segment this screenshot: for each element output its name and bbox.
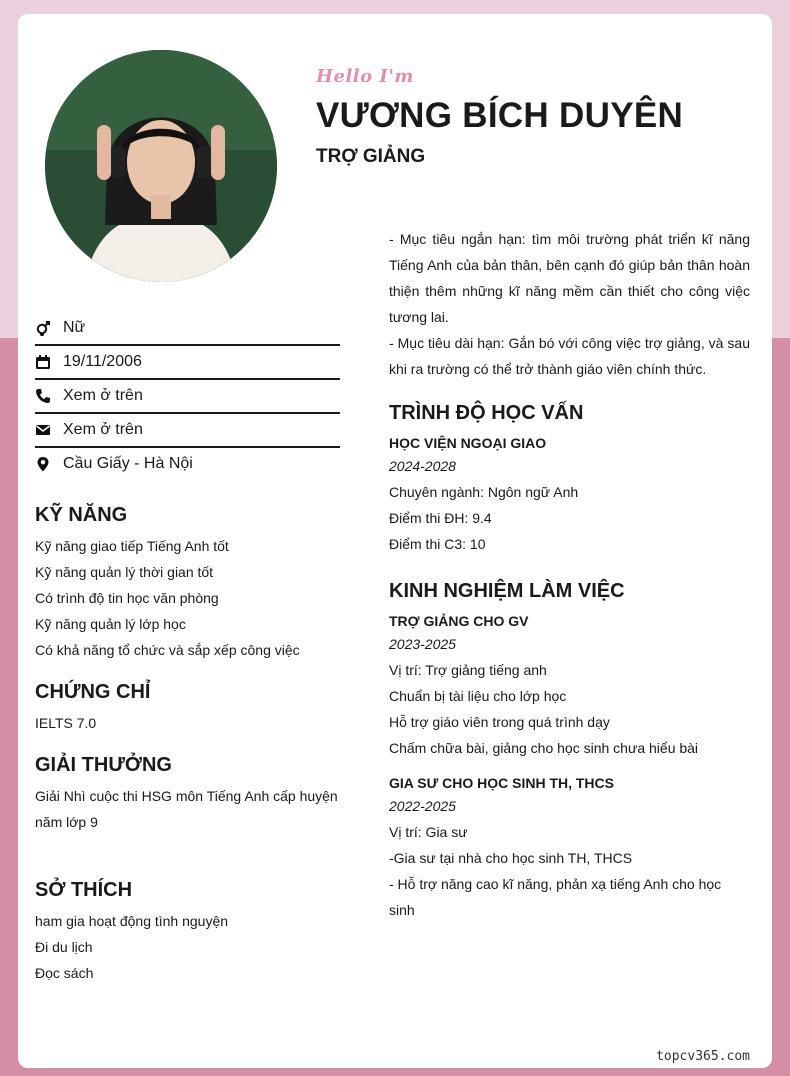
education-title: TRÌNH ĐỘ HỌC VẤN <box>389 402 584 424</box>
skill-item: Có trình độ tin học văn phòng <box>35 590 219 606</box>
job-line: -Gia sư tại nhà cho học sinh TH, THCS <box>389 850 633 866</box>
job-line: Vị trí: Gia sư <box>389 824 468 840</box>
education-line: Điểm thi C3: 10 <box>389 536 486 552</box>
career-objective <box>389 226 750 382</box>
greeting-text: Hello I'm <box>316 66 414 87</box>
education-line: Điểm thi ĐH: 9.4 <box>389 510 492 526</box>
award-item: Giải Nhì cuộc thi HSG môn Tiếng Anh cấp huyện năm lớp 9 <box>35 788 338 830</box>
skills-section <box>35 504 340 663</box>
contact-gender-text: Nữ <box>63 319 86 336</box>
contact-email-text: Xem ở trên <box>63 421 143 438</box>
job-line: Hỗ trợ giáo viên trong quá trình dạy <box>389 714 610 730</box>
contact-email <box>35 414 340 448</box>
awards-section <box>35 754 340 835</box>
contact-phone-text: Xem ở trên <box>63 387 143 404</box>
skill-item: Kỹ năng quản lý thời gian tốt <box>35 564 214 580</box>
cv-card <box>18 14 772 1068</box>
hobbies-section <box>35 879 340 986</box>
certificates-title: CHỨNG CHỈ <box>35 681 151 703</box>
contact-info <box>35 312 340 480</box>
contact-address-text: Cầu Giấy - Hà Nội <box>63 455 193 472</box>
phone-icon <box>35 388 63 404</box>
experience-section <box>389 580 750 923</box>
contact-birthday <box>35 346 340 380</box>
location-pin-icon <box>35 456 63 472</box>
certificate-item: IELTS 7.0 <box>35 715 97 731</box>
job-org: TRỢ GIẢNG CHO GV <box>389 613 529 629</box>
job-line: Chấm chữa bài, giảng cho học sinh chưa hiểu bài <box>389 740 699 756</box>
contact-birthday-text: 19/11/2006 <box>63 353 142 370</box>
contact-gender <box>35 312 340 346</box>
calendar-icon <box>35 354 63 370</box>
skill-item: Kỹ năng quản lý lớp học <box>35 616 186 632</box>
profile-photo <box>45 50 277 282</box>
contact-phone <box>35 380 340 414</box>
skill-item: Có khả năng tổ chức và sắp xếp công việc <box>35 642 300 658</box>
job-line: - Hỗ trợ năng cao kĩ năng, phản xạ tiếng Anh cho học sinh <box>389 876 722 918</box>
skills-title: KỸ NĂNG <box>35 504 128 526</box>
experience-title: KINH NGHIỆM LÀM VIỆC <box>389 580 625 602</box>
awards-title: GIẢI THƯỞNG <box>35 754 172 776</box>
objective-long-term: - Mục tiêu dài hạn: Gắn bó với công việc trợ giảng, và sau khi ra trường có thể trở thành giáo viên chính thức. <box>389 335 750 377</box>
hobby-item: ham gia hoạt động tình nguyện <box>35 913 229 929</box>
job-period: 2023-2025 <box>389 636 456 652</box>
education-line: Chuyên ngành: Ngôn ngữ Anh <box>389 484 579 500</box>
education-period: 2024-2028 <box>389 458 456 474</box>
job-line: Vị trí: Trợ giảng tiếng anh <box>389 662 547 678</box>
job-org: GIA SƯ CHO HỌC SINH TH, THCS <box>389 775 614 791</box>
email-icon <box>35 422 63 438</box>
hobby-item: Đọc sách <box>35 965 94 981</box>
certificates-section <box>35 681 340 736</box>
hobbies-title: SỞ THÍCH <box>35 879 133 901</box>
contact-address <box>35 448 340 480</box>
job-period: 2022-2025 <box>389 798 456 814</box>
candidate-role: TRỢ GIẢNG <box>316 146 426 167</box>
skill-item: Kỹ năng giao tiếp Tiếng Anh tốt <box>35 538 229 554</box>
job-line: Chuẩn bị tài liệu cho lớp học <box>389 688 567 704</box>
objective-short-term: - Mục tiêu ngắn hạn: tìm môi trường phát triển kĩ năng Tiếng Anh của bản thân, bên cạnh đó giúp bản thân hoàn thiện thêm những kĩ năng mềm cần thiết cho công việc tương lai. <box>389 231 750 325</box>
gender-icon <box>35 320 63 336</box>
hobby-item: Đi du lịch <box>35 939 93 955</box>
candidate-name: VƯƠNG BÍCH DUYÊN <box>316 96 684 135</box>
footer-watermark: topcv365.com <box>656 1049 750 1064</box>
education-school: HỌC VIỆN NGOẠI GIAO <box>389 435 547 451</box>
education-section <box>389 402 750 557</box>
